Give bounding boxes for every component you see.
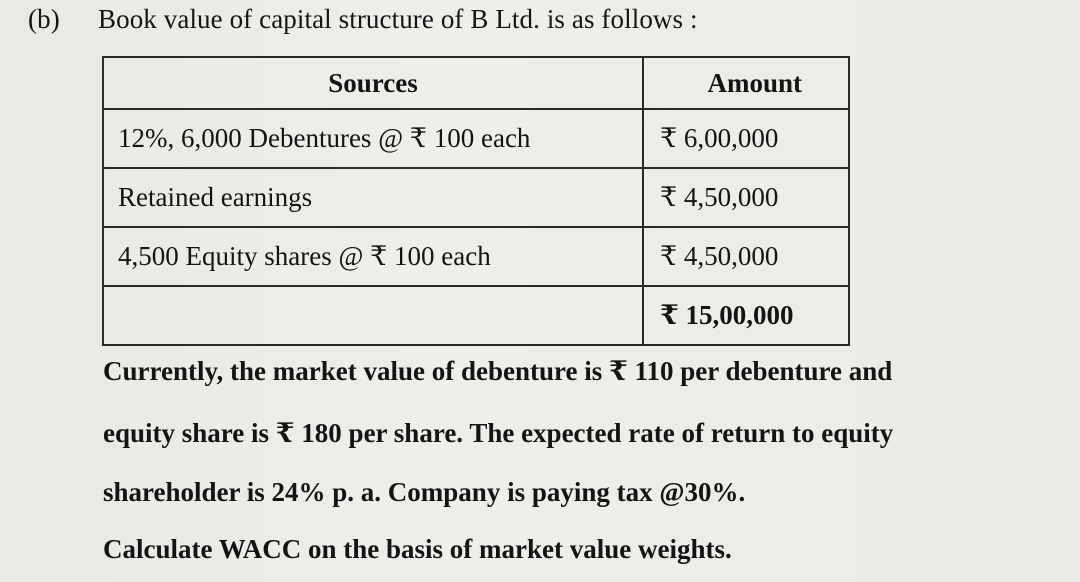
row-amount: ₹ 4,50,000 (643, 168, 849, 227)
table-total-row (103, 286, 849, 345)
table-row (103, 109, 849, 168)
body-line: Calculate WACC on the basis of market value weights. (103, 534, 732, 564)
question-marker: (b) (28, 4, 60, 34)
row-amount: ₹ 4,50,000 (643, 227, 849, 286)
body-line: shareholder is 24% p. a. Company is paying tax @30%. (103, 477, 746, 507)
header-amount: Amount (643, 57, 849, 109)
table-row (103, 227, 849, 286)
total-amount: ₹ 15,00,000 (643, 286, 849, 345)
row-source: 4,500 Equity shares @ ₹ 100 each (103, 227, 643, 286)
table-header-row (103, 57, 849, 109)
question-heading (28, 4, 698, 35)
question-intro: Book value of capital structure of B Ltd. is as follows : (98, 4, 698, 34)
row-amount: ₹ 6,00,000 (643, 109, 849, 168)
header-sources: Sources (103, 57, 643, 109)
body-line: Currently, the market value of debenture is ₹ 110 per debenture and (103, 356, 893, 386)
body-line: equity share is ₹ 180 per share. The expected rate of return to equity (103, 418, 894, 448)
row-source: 12%, 6,000 Debentures @ ₹ 100 each (103, 109, 643, 168)
table-row (103, 168, 849, 227)
total-source (103, 286, 643, 345)
row-source: Retained earnings (103, 168, 643, 227)
capital-structure-table (102, 56, 850, 346)
